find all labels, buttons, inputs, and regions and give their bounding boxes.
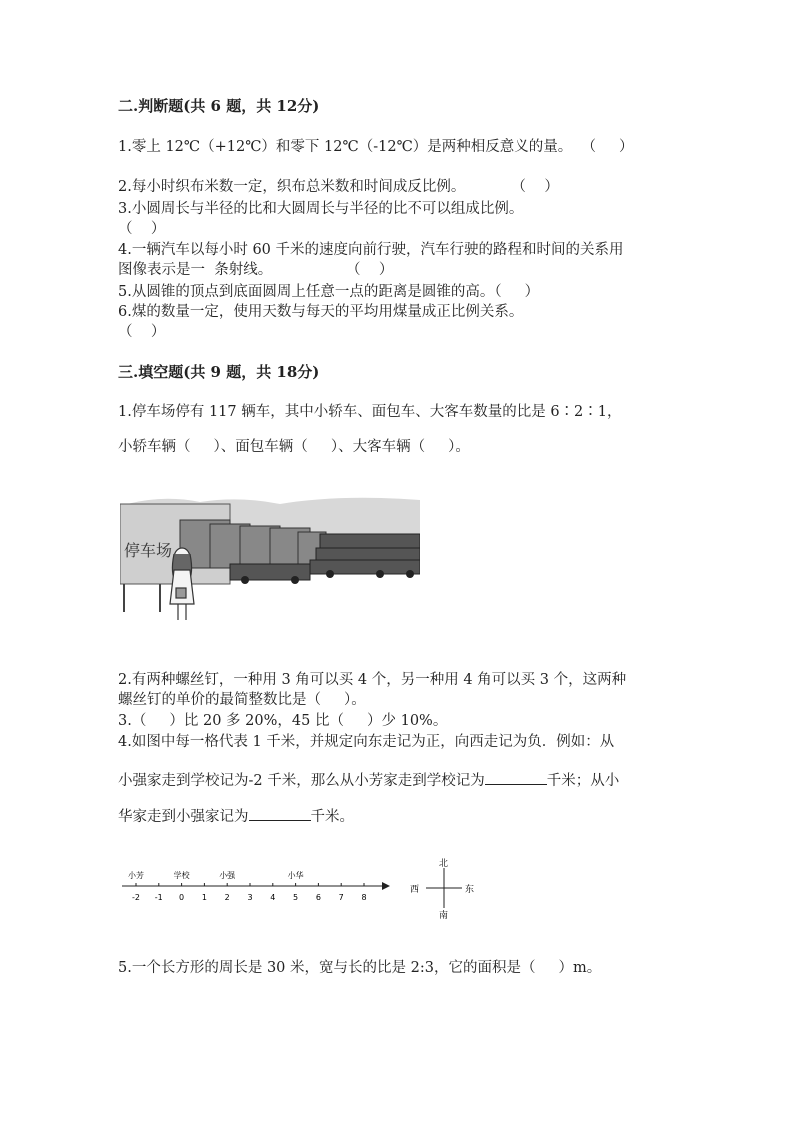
compass-west: 西 bbox=[410, 885, 420, 895]
number-line bbox=[120, 862, 400, 912]
fill-q2-line1: 2.有两种螺丝钉，一种用 3 角可以买 4 个，另一种用 4 角可以买 3 个，这两种 bbox=[118, 672, 627, 688]
section2-heading: 二.判断题(共 6 题，共 12分) bbox=[118, 97, 320, 115]
answer-blank bbox=[249, 806, 311, 821]
judge-q2: 2.每小时织布米数一定，织布总米数和时间成反比例。 （ ） bbox=[118, 179, 559, 195]
number-line-place-label: 学校 bbox=[173, 871, 190, 880]
fill-q4-line3-post: 千米。 bbox=[310, 809, 354, 825]
judge-q3-line2: （ ） bbox=[118, 221, 166, 237]
number-line-tick-label: 6 bbox=[315, 893, 321, 902]
fill-q1-line2: 小轿车辆（ ）、面包车辆（ ）、大客车辆（ ）。 bbox=[118, 439, 470, 455]
judge-q3-line1: 3.小圆周长与半径的比和大圆周长与半径的比不可以组成比例。 bbox=[118, 201, 524, 217]
compass-north: 北 bbox=[439, 859, 449, 869]
judge-q5: 5.从圆锥的顶点到底面圆周上任意一点的距离是圆锥的高。（ ） bbox=[118, 284, 540, 300]
section3-heading: 三.填空题(共 9 题，共 18分) bbox=[118, 363, 320, 381]
fill-q4-line2 bbox=[118, 770, 619, 791]
number-line-tick-label: -1 bbox=[154, 893, 163, 902]
number-line-tick-label: 1 bbox=[201, 893, 207, 902]
fill-q1-line1: 1.停车场停有 117 辆车，其中小轿车、面包车、大客车数量的比是 6∶2∶1， bbox=[118, 404, 622, 420]
fill-q4-line2-post: 千米；从小 bbox=[546, 773, 620, 789]
number-line-tick-label: 0 bbox=[179, 893, 185, 902]
number-line-tick-label: 7 bbox=[338, 893, 344, 902]
fill-q4-line3 bbox=[118, 806, 354, 827]
fill-q5: 5.一个长方形的周长是 30 米，宽与长的比是 2:3，它的面积是（ ）m。 bbox=[118, 960, 602, 976]
compass-east: 东 bbox=[465, 885, 475, 895]
judge-q6-line1: 6.煤的数量一定，使用天数与每天的平均用煤量成正比例关系。 bbox=[118, 304, 524, 320]
parking-lot-illustration bbox=[120, 494, 420, 626]
number-line-place-label: 小芳 bbox=[128, 871, 144, 880]
number-line-place-label: 小强 bbox=[219, 871, 236, 880]
fill-q4-line3-pre: 华家走到小强家记为 bbox=[118, 809, 249, 825]
fill-q4-line2-pre: 小强家走到学校记为-2 千米，那么从小芳家走到学校记为 bbox=[118, 773, 485, 789]
compass-south: 南 bbox=[439, 911, 449, 920]
fill-q3: 3.（ ）比 20 多 20%，45 比（ ）少 10%。 bbox=[118, 713, 448, 729]
judge-q1: 1.零上 12℃（+12℃）和零下 12℃（-12℃）是两种相反意义的量。 （ ） bbox=[118, 139, 634, 155]
parking-sign-text: 停车场 bbox=[124, 541, 173, 560]
number-line-tick-label: 5 bbox=[293, 893, 299, 902]
number-line-arrow bbox=[382, 882, 390, 890]
fill-q4-line1: 4.如图中每一格代表 1 千米，并规定向东走记为正，向西走记为负．例如：从 bbox=[118, 734, 615, 750]
number-line-tick-label: 4 bbox=[270, 893, 276, 902]
number-line-tick-label: 2 bbox=[224, 893, 230, 902]
number-line-tick-label: 8 bbox=[361, 893, 367, 902]
fill-q2-line2: 螺丝钉的单价的最简整数比是（ ）。 bbox=[118, 692, 366, 708]
judge-q4-line1: 4.一辆汽车以每小时 60 千米的速度向前行驶，汽车行驶的路程和时间的关系用 bbox=[118, 242, 624, 258]
number-line-place-label: 小华 bbox=[287, 871, 304, 880]
number-line-tick-label: -2 bbox=[132, 893, 140, 902]
number-line-tick-label: 3 bbox=[247, 893, 253, 902]
judge-q6-line2: （ ） bbox=[118, 324, 166, 340]
judge-q4-line2: 图像表示是一 条射线。 （ ） bbox=[118, 262, 394, 278]
answer-blank bbox=[485, 770, 547, 785]
compass-rose bbox=[406, 856, 486, 920]
